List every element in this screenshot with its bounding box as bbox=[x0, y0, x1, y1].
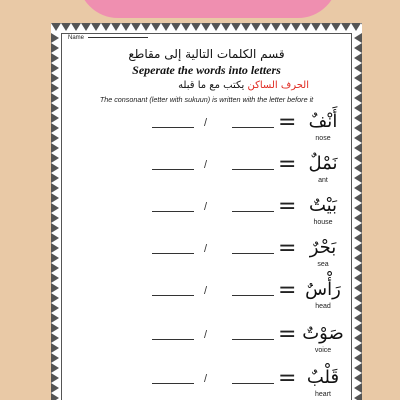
exercise-row bbox=[62, 194, 351, 238]
border-triangle bbox=[354, 283, 362, 293]
equals-sign: = bbox=[278, 322, 297, 347]
border-triangle bbox=[51, 203, 59, 213]
border-triangle bbox=[321, 23, 331, 31]
arabic-word: أَنْفٌ bbox=[308, 111, 338, 132]
border-triangle bbox=[51, 183, 59, 193]
border-triangle bbox=[201, 23, 211, 31]
answer-blank[interactable] bbox=[232, 169, 274, 170]
border-triangle bbox=[151, 23, 161, 31]
border-triangle bbox=[141, 23, 151, 31]
decorative-banner bbox=[78, 0, 338, 18]
border-triangle bbox=[51, 113, 59, 123]
border-triangle bbox=[51, 313, 59, 323]
border-triangle bbox=[341, 23, 351, 31]
border-triangle bbox=[354, 243, 362, 253]
slash-separator: / bbox=[204, 373, 208, 385]
name-label: Name bbox=[68, 35, 85, 41]
border-triangle bbox=[131, 23, 141, 31]
answer-blank[interactable] bbox=[152, 295, 194, 296]
border-triangle bbox=[51, 393, 59, 400]
border-triangle bbox=[354, 213, 362, 223]
rule-english: The consonant (letter with sukuun) is written with the letter before it bbox=[99, 95, 314, 104]
slash-separator: / bbox=[204, 285, 208, 297]
border-triangle bbox=[354, 393, 362, 400]
border-triangle bbox=[354, 103, 362, 113]
border-triangle bbox=[51, 273, 59, 283]
arabic-word: صَوْتٌ bbox=[302, 323, 344, 344]
equals-sign: = bbox=[278, 194, 297, 219]
border-triangle bbox=[51, 293, 59, 303]
border-triangle bbox=[181, 23, 191, 31]
answer-blank[interactable] bbox=[232, 253, 274, 254]
exercise-row bbox=[62, 236, 351, 280]
border-triangle bbox=[51, 33, 59, 43]
english-meaning: sea bbox=[317, 261, 329, 268]
rule-arabic-rest: يكتب مع ما قبله bbox=[178, 80, 245, 91]
border-triangle bbox=[354, 133, 362, 143]
border-triangle bbox=[354, 383, 362, 393]
equals-sign: = bbox=[278, 236, 297, 261]
border-triangle bbox=[354, 153, 362, 163]
border-triangle bbox=[354, 273, 362, 283]
border-triangle bbox=[221, 23, 231, 31]
border-triangle bbox=[354, 83, 362, 93]
exercise-row bbox=[62, 152, 351, 196]
slash-separator: / bbox=[204, 117, 208, 129]
border-triangle bbox=[51, 353, 59, 363]
border-triangle bbox=[231, 23, 241, 31]
border-triangle bbox=[354, 373, 362, 383]
border-triangle bbox=[354, 73, 362, 83]
border-triangle bbox=[261, 23, 271, 31]
border-triangle bbox=[211, 23, 221, 31]
answer-blank[interactable] bbox=[232, 383, 274, 384]
answer-blank[interactable] bbox=[152, 127, 194, 128]
border-triangle bbox=[171, 23, 181, 31]
answer-blank[interactable] bbox=[152, 339, 194, 340]
answer-blank[interactable] bbox=[232, 127, 274, 128]
slash-separator: / bbox=[204, 159, 208, 171]
english-meaning: heart bbox=[315, 391, 331, 398]
border-triangle bbox=[51, 43, 59, 53]
border-triangle bbox=[51, 63, 59, 73]
border-triangle bbox=[51, 53, 59, 63]
border-triangle bbox=[61, 23, 71, 31]
answer-blank[interactable] bbox=[152, 253, 194, 254]
border-triangle bbox=[354, 363, 362, 373]
english-meaning: house bbox=[313, 219, 333, 226]
arabic-word: رَأْسٌ bbox=[305, 279, 341, 300]
title-english: Seperate the words into letters bbox=[132, 63, 281, 77]
worksheet bbox=[51, 23, 362, 400]
answer-blank[interactable] bbox=[152, 169, 194, 170]
border-triangle bbox=[51, 153, 59, 163]
border-triangle bbox=[354, 113, 362, 123]
worksheet-content bbox=[61, 33, 352, 400]
border-triangle bbox=[51, 223, 59, 233]
border-triangle bbox=[51, 173, 59, 183]
border-triangle bbox=[101, 23, 111, 31]
exercise-row bbox=[62, 110, 351, 154]
arabic-word: قَلْبٌ bbox=[306, 367, 340, 388]
border-triangle bbox=[354, 343, 362, 353]
border-triangle bbox=[354, 253, 362, 263]
border-triangle bbox=[51, 333, 59, 343]
border-triangle bbox=[191, 23, 201, 31]
border-triangle bbox=[354, 203, 362, 213]
border-triangle bbox=[51, 23, 61, 31]
border-triangle bbox=[361, 23, 362, 31]
border-triangle bbox=[51, 253, 59, 263]
border-triangle bbox=[51, 343, 59, 353]
border-triangle bbox=[354, 33, 362, 43]
rule-arabic bbox=[178, 80, 309, 91]
border-triangle bbox=[111, 23, 121, 31]
border-triangle bbox=[51, 73, 59, 83]
border-triangle bbox=[51, 303, 59, 313]
border-triangle bbox=[354, 223, 362, 233]
border-triangle bbox=[51, 233, 59, 243]
border-triangle bbox=[311, 23, 321, 31]
border-triangle bbox=[51, 163, 59, 173]
border-triangle bbox=[51, 363, 59, 373]
border-triangle bbox=[241, 23, 251, 31]
arabic-word: بَحْرٌ bbox=[309, 237, 337, 258]
slash-separator: / bbox=[204, 329, 208, 341]
answer-blank[interactable] bbox=[232, 211, 274, 212]
border-triangle bbox=[51, 123, 59, 133]
border-triangle bbox=[51, 323, 59, 333]
arabic-word: نَمْلٌ bbox=[308, 153, 338, 174]
answer-blank[interactable] bbox=[152, 383, 194, 384]
border-triangle bbox=[354, 63, 362, 73]
equals-sign: = bbox=[278, 110, 297, 135]
exercise-row bbox=[62, 322, 351, 366]
border-triangle bbox=[354, 303, 362, 313]
name-blank-line[interactable] bbox=[88, 37, 148, 38]
border-triangle bbox=[161, 23, 171, 31]
english-meaning: voice bbox=[314, 347, 332, 354]
border-triangle bbox=[51, 383, 59, 393]
exercise-row bbox=[62, 366, 351, 400]
title-arabic: قسم الكلمات التالية إلى مقاطع bbox=[128, 47, 285, 61]
border-triangle bbox=[281, 23, 291, 31]
border-triangle bbox=[354, 263, 362, 273]
border-triangle bbox=[51, 283, 59, 293]
border-triangle bbox=[51, 83, 59, 93]
border-triangle bbox=[354, 293, 362, 303]
border-triangle bbox=[354, 123, 362, 133]
border-triangle bbox=[354, 313, 362, 323]
english-meaning: nose bbox=[315, 135, 331, 142]
border-triangle bbox=[354, 143, 362, 153]
border-triangle bbox=[354, 183, 362, 193]
border-triangle bbox=[51, 263, 59, 273]
slash-separator: / bbox=[204, 243, 208, 255]
border-triangle bbox=[354, 93, 362, 103]
answer-blank[interactable] bbox=[232, 295, 274, 296]
border-triangle bbox=[51, 373, 59, 383]
arabic-word: بَيْتٌ bbox=[308, 195, 338, 216]
border-triangle bbox=[91, 23, 101, 31]
border-triangle bbox=[271, 23, 281, 31]
border-triangle bbox=[354, 323, 362, 333]
border-triangle bbox=[81, 23, 91, 31]
equals-sign: = bbox=[278, 152, 297, 177]
equals-sign: = bbox=[278, 278, 297, 303]
border-triangle bbox=[301, 23, 311, 31]
border-triangle bbox=[51, 133, 59, 143]
border-triangle bbox=[331, 23, 341, 31]
border-triangle bbox=[71, 23, 81, 31]
exercise-row bbox=[62, 278, 351, 322]
border-triangle bbox=[354, 353, 362, 363]
name-field bbox=[68, 35, 148, 41]
rule-arabic-highlight: الحرف الساكن bbox=[247, 80, 309, 91]
border-triangle bbox=[291, 23, 301, 31]
border-triangle bbox=[51, 103, 59, 113]
answer-blank[interactable] bbox=[152, 211, 194, 212]
border-triangle bbox=[121, 23, 131, 31]
border-triangle bbox=[51, 243, 59, 253]
border-triangle bbox=[51, 213, 59, 223]
border-triangle bbox=[351, 23, 361, 31]
border-triangle bbox=[354, 233, 362, 243]
english-meaning: head bbox=[315, 303, 331, 310]
border-triangle bbox=[51, 193, 59, 203]
english-meaning: ant bbox=[318, 177, 328, 184]
equals-sign: = bbox=[278, 366, 297, 391]
border-triangle bbox=[51, 93, 59, 103]
border-triangle bbox=[51, 143, 59, 153]
border-triangle bbox=[354, 173, 362, 183]
border-triangle bbox=[354, 53, 362, 63]
slash-separator: / bbox=[204, 201, 208, 213]
border-triangle bbox=[354, 333, 362, 343]
border-triangle bbox=[354, 193, 362, 203]
answer-blank[interactable] bbox=[232, 339, 274, 340]
border-triangle bbox=[354, 163, 362, 173]
border-triangle bbox=[354, 43, 362, 53]
border-triangle bbox=[251, 23, 261, 31]
